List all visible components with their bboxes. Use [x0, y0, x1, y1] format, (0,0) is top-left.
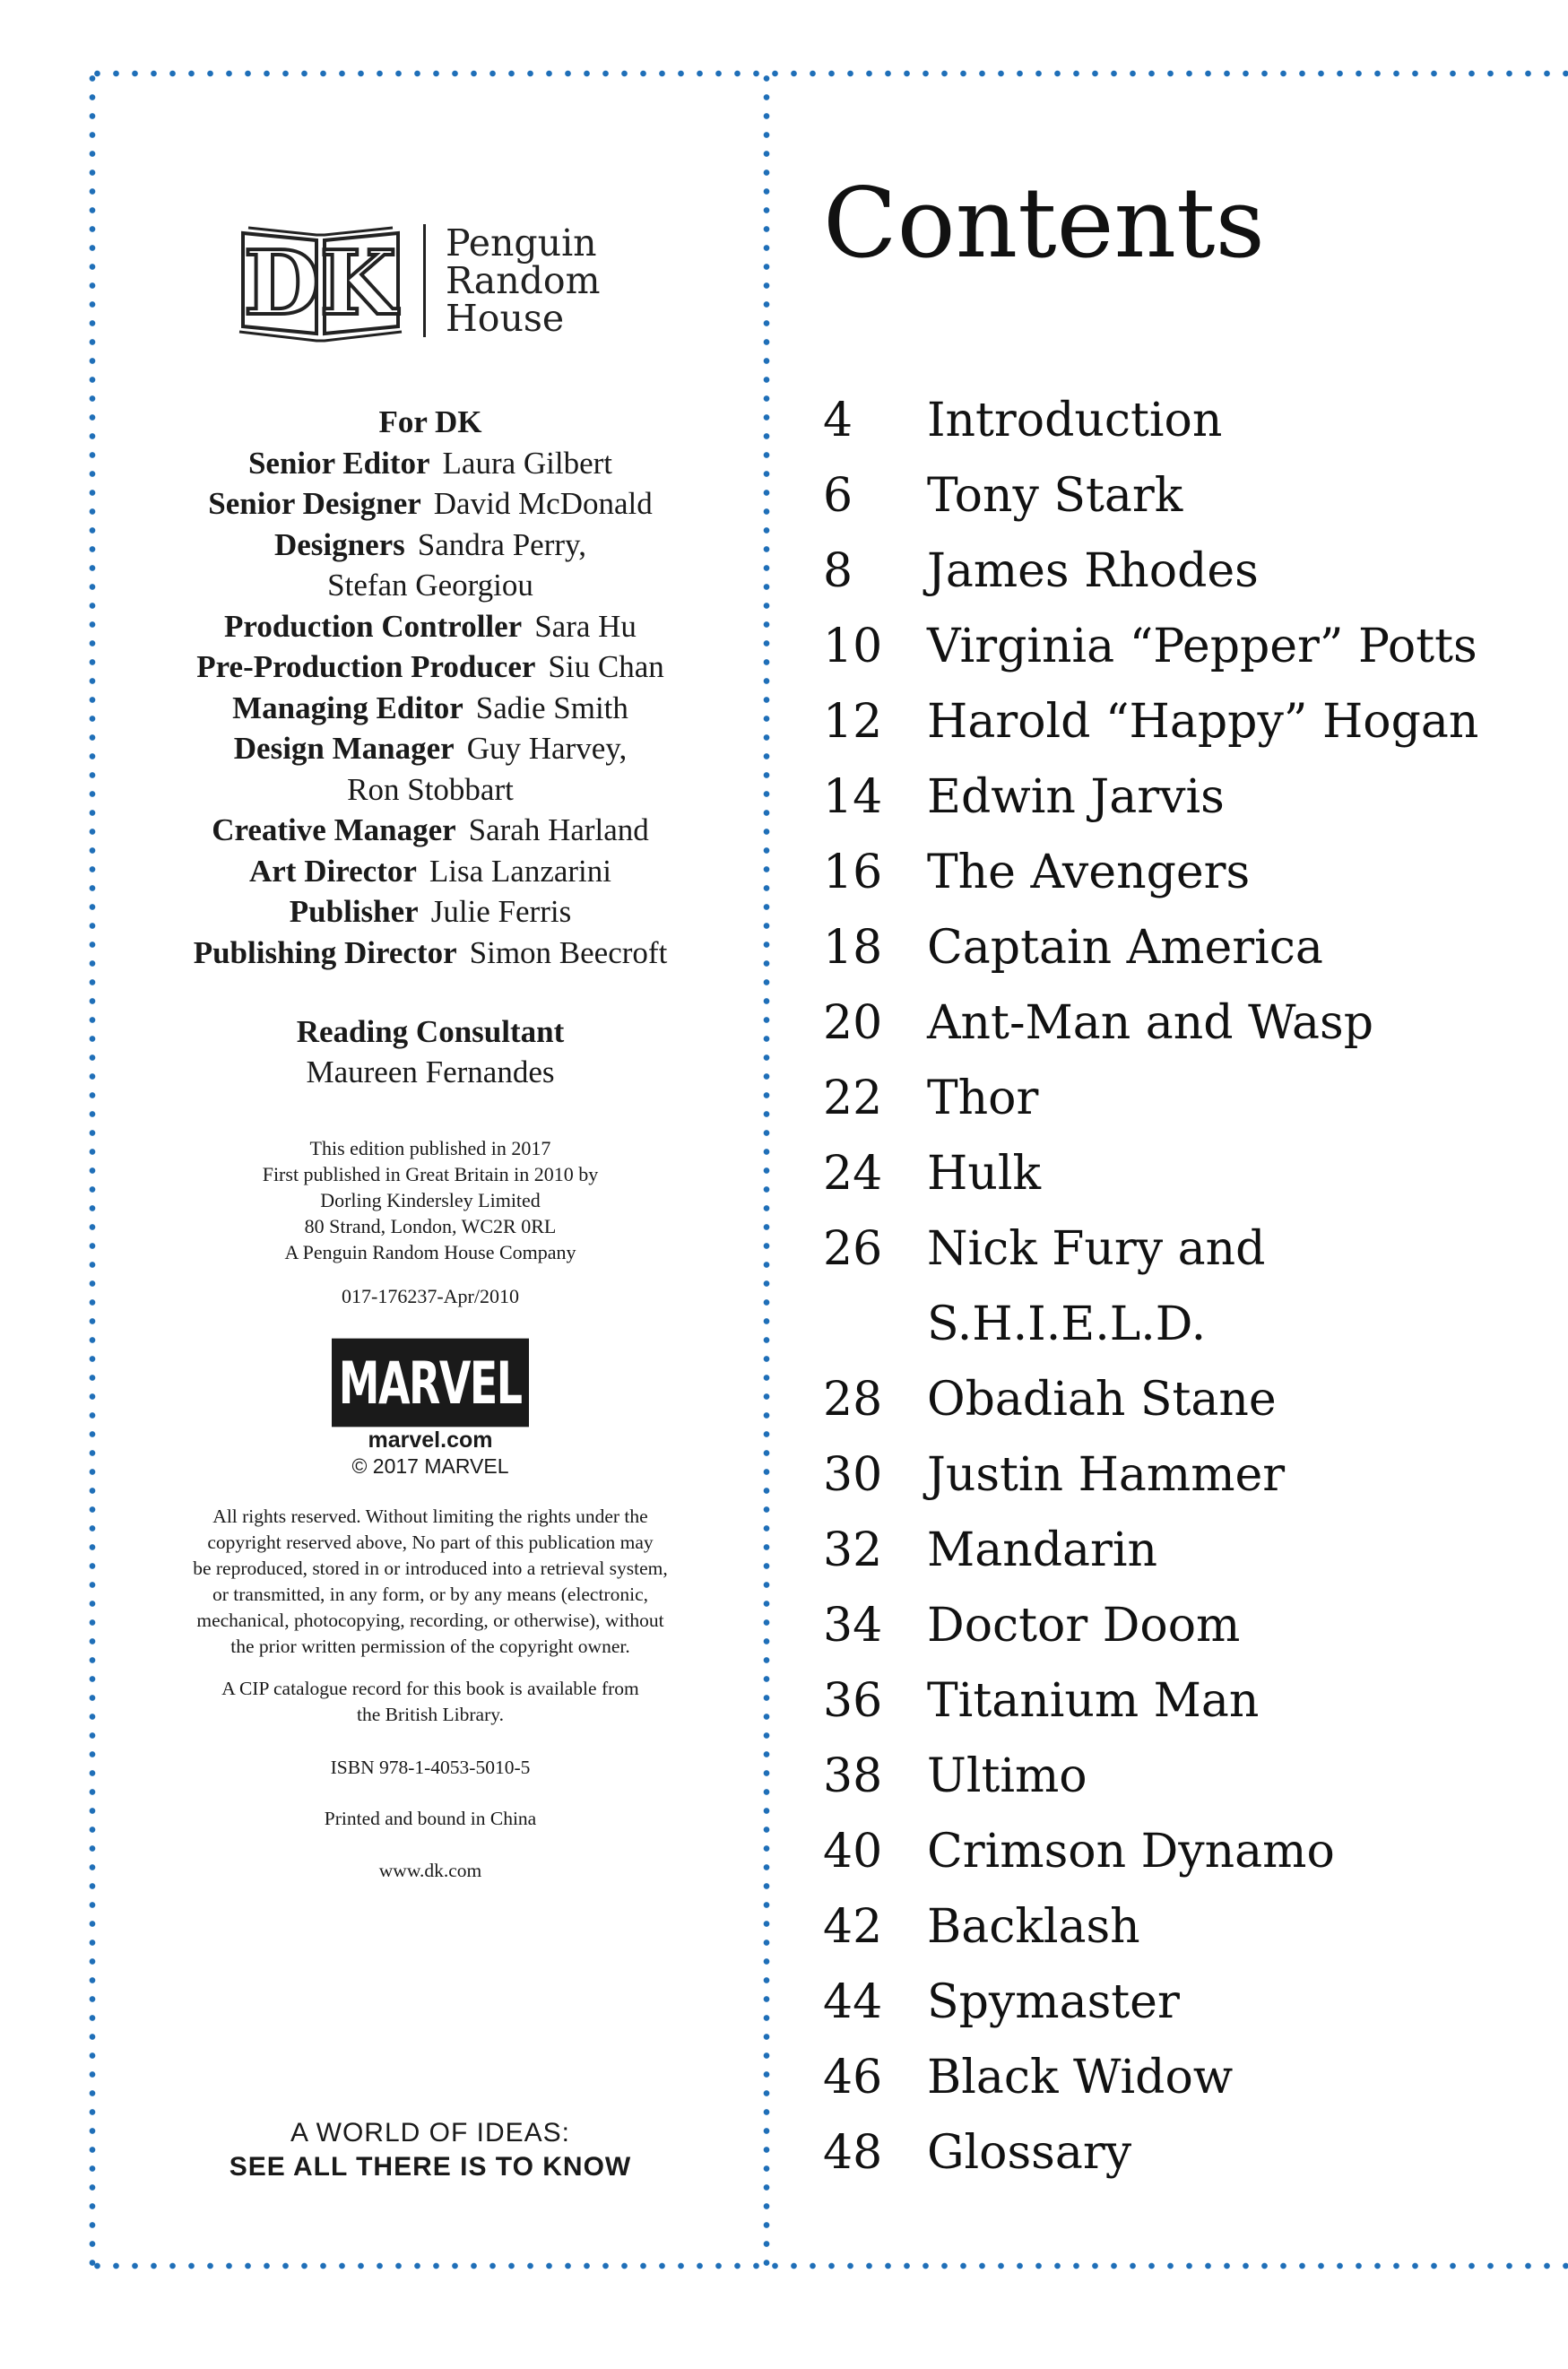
toc-entry: 26 Nick Fury and S.H.I.E.L.D. [823, 1222, 1266, 1351]
dotted-border-left [88, 69, 97, 2270]
toc-entry: 36 Titanium Man [823, 1674, 1260, 1728]
contents-title: Contents [823, 168, 1265, 280]
toc-entry: 40 Crimson Dynamo [823, 1825, 1335, 1879]
rights-notice: All rights reserved. Without limiting the rights under the copyright reserved above, No part of this publication may be reproduced, stored in or introduced into a retrieval system, or transmitted, in any form, or by any means (electronic, mechanical, photocopying, recording, or otherwise), without the prior written permission of the copyright owner. [193, 1506, 668, 1657]
logo-separator [423, 224, 426, 337]
credit-row: Creative Manager Sarah Harland [212, 812, 649, 847]
printed-in: Printed and bound in China [324, 1808, 537, 1829]
print-code: 017-176237-Apr/2010 [342, 1285, 519, 1307]
credit-row: Senior Editor Laura Gilbert [247, 445, 613, 481]
credit-row: Stefan Georgiou [327, 568, 533, 603]
toc-entry: 4 Introduction [823, 394, 1223, 447]
toc-entry: 6 Tony Stark [823, 469, 1183, 523]
tagline: A WORLD OF IDEAS: SEE ALL THERE IS TO KNOW [229, 2118, 632, 2182]
reading-consultant: Reading Consultant Maureen Fernandes [296, 1014, 565, 1089]
marvel-copyright: © 2017 MARVEL [351, 1454, 509, 1478]
toc-entry: 16 The Avengers [823, 846, 1251, 899]
toc-entry: 20 Ant-Man and Wasp [823, 996, 1373, 1050]
credit-row: Ron Stobbart [347, 771, 514, 807]
penguin-random-house-wordmark: Penguin Random House [446, 221, 601, 340]
publisher-logo [238, 213, 668, 348]
website: www.dk.com [378, 1860, 482, 1881]
toc-entry: 34 Doctor Doom [823, 1599, 1241, 1653]
svg-text:DK: DK [243, 232, 397, 335]
credit-row: Production Controller Sara Hu [224, 608, 637, 644]
toc-entry: 10 Virginia “Pepper” Potts [823, 620, 1477, 673]
credit-row: Publisher Julie Ferris [289, 894, 572, 929]
toc-entry: 28 Obadiah Stane [823, 1373, 1277, 1427]
toc-entry: 8 James Rhodes [823, 544, 1259, 598]
dotted-border-bottom [88, 2261, 1568, 2270]
table-of-contents [823, 383, 1540, 2191]
marvel-url: marvel.com [368, 1427, 493, 1453]
imprint-column [117, 206, 744, 2224]
toc-entry: 14 Edwin Jarvis [823, 770, 1225, 824]
toc-entry: 44 Spymaster [823, 1975, 1180, 2029]
toc-entry: 48 Glossary [823, 2126, 1132, 2180]
credits-heading: For DK [378, 404, 482, 439]
credit-row: Designers Sandra Perry, [273, 526, 587, 562]
toc-entry: 24 Hulk [823, 1147, 1041, 1201]
credit-row: Art Director Lisa Lanzarini [249, 853, 611, 889]
toc-entry: 22 Thor [823, 1072, 1039, 1125]
marvel-logo: MARVEL [332, 1339, 529, 1427]
credit-row: Senior Designer David McDonald [208, 486, 653, 521]
dotted-border-divider [762, 69, 771, 2270]
credit-row: Publishing Director Simon Beecroft [193, 934, 668, 970]
toc-entry: 42 Backlash [823, 1900, 1140, 1954]
credit-row: Managing Editor Sadie Smith [232, 690, 628, 725]
isbn: ISBN 978-1-4053-5010-5 [330, 1757, 531, 1778]
cip-notice: A CIP catalogue record for this book is available from the British Library. [221, 1678, 639, 1725]
toc-entry: 46 Black Widow [823, 2051, 1234, 2104]
credit-row: Pre-Production Producer Siu Chan [196, 649, 664, 684]
dk-book-logo-icon [238, 217, 403, 344]
toc-entry: 18 Captain America [823, 921, 1323, 975]
toc-entry: 12 Harold “Happy” Hogan [823, 695, 1479, 749]
toc-entry: 38 Ultimo [823, 1749, 1087, 1803]
dotted-border-top [88, 69, 1568, 78]
credits-list [117, 402, 744, 973]
toc-entry: 30 Justin Hammer [823, 1448, 1286, 1502]
toc-entry: 32 Mandarin [823, 1523, 1158, 1577]
publication-info: This edition published in 2017 First published in Great Britain in 2010 by Dorling Kindersley Limited 80 Strand, London, WC2R 0RL A Penguin Random House Company [262, 1137, 599, 1263]
credit-row: Design Manager Guy Harvey, [233, 731, 628, 766]
